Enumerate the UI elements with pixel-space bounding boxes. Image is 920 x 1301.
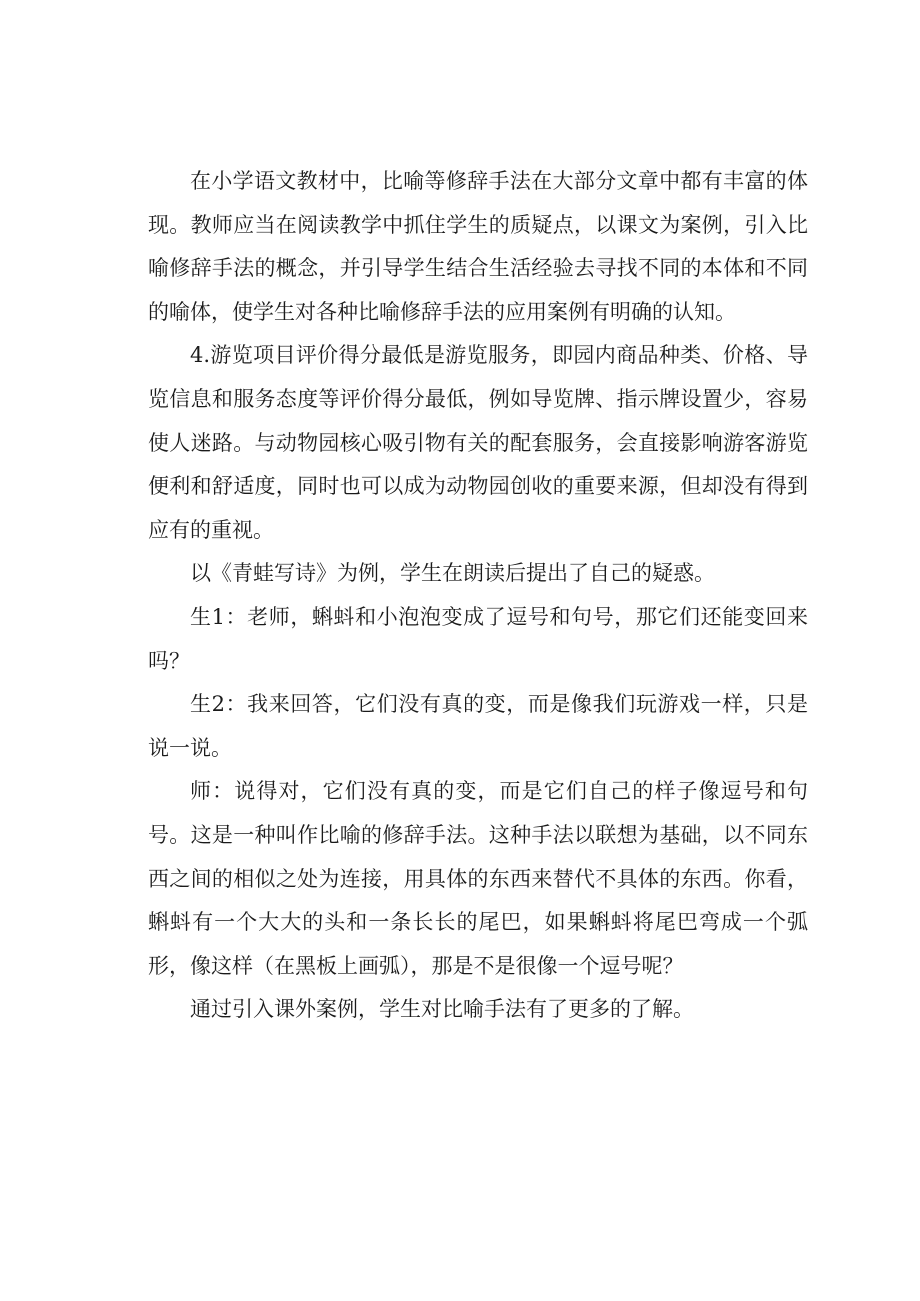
paragraph-conclusion: 通过引入课外案例，学生对比喻手法有了更多的了解。 bbox=[190, 997, 694, 1022]
paragraph-zoo-service: 4.游览项目评价得分最低是游览服务，即园内商品种类、价格、导览信息和服务态度等评价得分最低，例如导览牌、指示牌设置少，容易使人迷路。与动物园核心吸引物有关的配套服务，会直接影响游客游览便利和舒适度，同时也可以成为动物园创收的重要来源，但却没有得到应有的重视。 bbox=[148, 343, 808, 542]
paragraph-student-1: 生1：老师，蝌蚪和小泡泡变成了逗号和句号，那它们还能变回来吗？ bbox=[148, 604, 808, 673]
paragraph-rhetoric-intro: 在小学语文教材中，比喻等修辞手法在大部分文章中都有丰富的体现。教师应当在阅读教学中抓住学生的质疑点，以课文为案例，引入比喻修辞手法的概念，并引导学生结合生活经验去寻找不同的本体和不同的喻体，使学生对各种比喻修辞手法的应用案例有明确的认知。 bbox=[148, 169, 808, 324]
paragraph-example-intro: 以《青蛙写诗》为例，学生在朗读后提出了自己的疑惑。 bbox=[190, 561, 715, 586]
document-body bbox=[148, 160, 808, 1032]
paragraph-teacher: 师：说得对，它们没有真的变，而是它们自己的样子像逗号和句号。这是一种叫作比喻的修辞手法。这种手法以联想为基础，以不同东西之间的相似之处为连接，用具体的东西来替代不具体的东西。你看，蝌蚪有一个大大的头和一条长长的尾巴，如果蝌蚪将尾巴弯成一个弧形，像这样（在黑板上画弧），那是不是很像一个逗号呢？ bbox=[148, 779, 808, 978]
paragraph-student-2: 生2：我来回答，它们没有真的变，而是像我们玩游戏一样，只是说一说。 bbox=[148, 692, 808, 760]
